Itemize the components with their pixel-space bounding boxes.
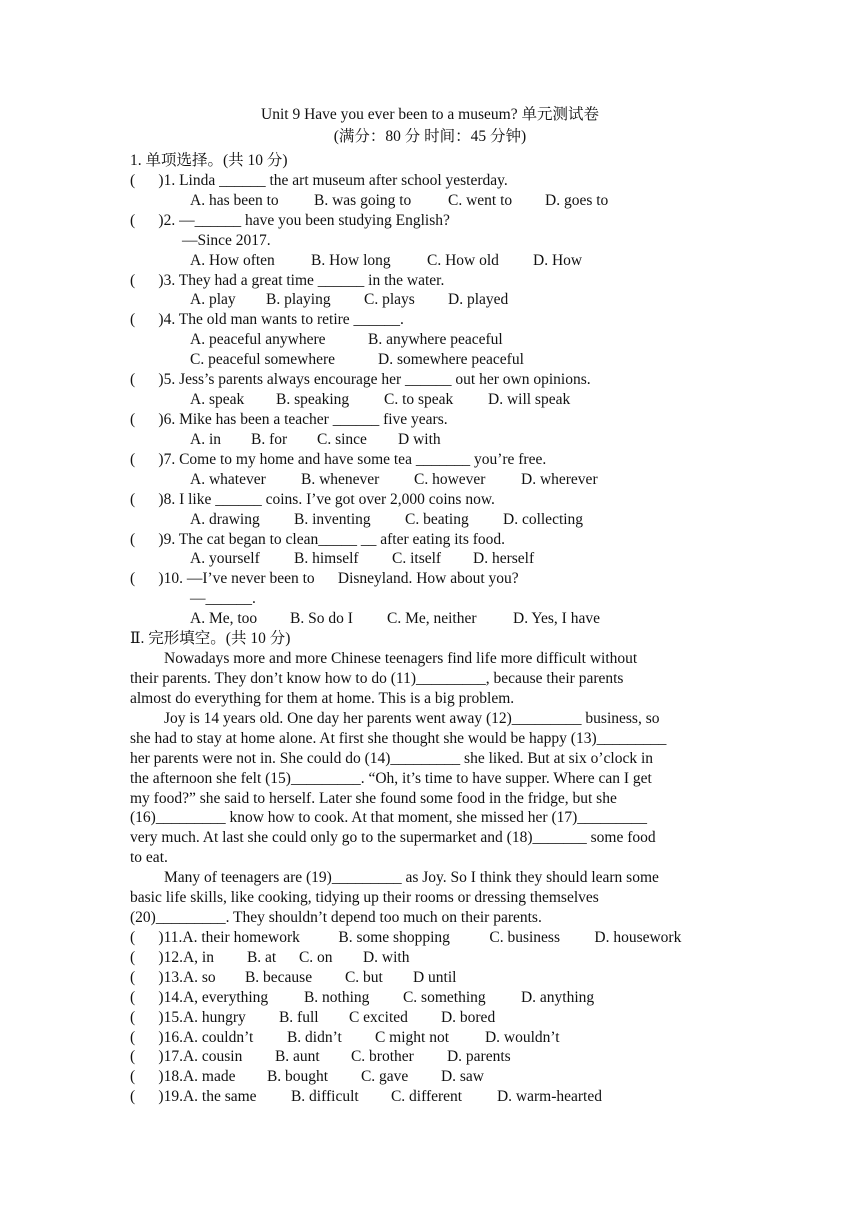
question-stem: ( )1. Linda ______ the art museum after school yesterday.	[130, 171, 508, 189]
option: B. was going to	[314, 191, 412, 209]
option: A, everything	[182, 988, 269, 1006]
question-options	[130, 549, 730, 569]
option: B. because	[244, 968, 313, 986]
option: A. Me, too	[190, 610, 258, 628]
question-stem: ( )7. Come to my home and have some tea _______ you’re free.	[130, 450, 547, 468]
option: C. business	[489, 928, 560, 946]
option: A. the same	[182, 1088, 257, 1106]
option: A. cousin	[182, 1048, 243, 1066]
question-options	[130, 510, 730, 530]
exam-content	[130, 151, 730, 1107]
question-options	[130, 470, 730, 490]
option: A. peaceful anywhere	[190, 331, 326, 349]
option: C. different	[390, 1088, 463, 1106]
question-stem: ( )4. The old man wants to retire ______.	[130, 311, 404, 329]
passage-line: Nowadays more and more Chinese teenagers find life more difficult without	[164, 650, 638, 668]
title-block	[0, 105, 860, 147]
option: D. wherever	[521, 470, 598, 488]
option: D. parents	[446, 1048, 511, 1066]
option: D. played	[448, 291, 509, 309]
question-options	[130, 430, 730, 450]
option: C. however	[414, 470, 486, 488]
option: A. so	[182, 968, 216, 986]
section2-heading: Ⅱ. 完形填空。(共 10 分)	[130, 630, 291, 648]
option: B. playing	[266, 291, 331, 309]
option: A, in	[182, 948, 214, 966]
cloze-question	[130, 1087, 730, 1107]
cloze-question	[130, 1067, 730, 1087]
option: C. peaceful somewhere	[190, 351, 336, 369]
option: C. to speak	[384, 391, 454, 409]
option: B. inventing	[294, 510, 371, 528]
option: C. brother	[350, 1048, 414, 1066]
passage-line: (20)_________. They shouldn’t depend too much on their parents.	[130, 909, 542, 927]
question-number: ( )16.	[130, 1028, 183, 1046]
option: D. somewhere peaceful	[378, 351, 524, 369]
option: D. saw	[440, 1068, 485, 1086]
option: C. since	[317, 430, 367, 448]
option: D. will speak	[488, 391, 571, 409]
question-number: ( )12.	[130, 948, 183, 966]
option: B. speaking	[276, 391, 350, 409]
option: D. collecting	[503, 510, 584, 528]
option: B. full	[278, 1008, 319, 1026]
question-stem: ( )6. Mike has been a teacher ______ five years.	[130, 410, 448, 428]
question-options	[130, 290, 730, 310]
option: C. went to	[448, 191, 513, 209]
question-options	[130, 330, 730, 350]
question-stem: ( )2. —______ have you been studying English?	[130, 211, 450, 229]
option: B. whenever	[301, 470, 380, 488]
option: C. How old	[427, 251, 499, 269]
option: D. How	[533, 251, 583, 269]
passage-line: (16)_________ know how to cook. At that moment, she missed her (17)_________	[130, 809, 648, 827]
option: B. So do I	[290, 610, 353, 628]
option: C. something	[402, 988, 486, 1006]
question-stem: ( )3. They had a great time ______ in the water.	[130, 271, 445, 289]
option: A. drawing	[190, 510, 260, 528]
option: D. Yes, I have	[513, 610, 600, 628]
option: C. on	[298, 948, 333, 966]
page-title: Unit 9 Have you ever been to a museum? 单元测试卷	[261, 106, 599, 123]
passage-line: Many of teenagers are (19)_________ as Joy. So I think they should learn some	[164, 869, 659, 887]
question-number: ( )13.	[130, 968, 183, 986]
option: B. himself	[294, 550, 359, 568]
option: A. has been to	[190, 191, 279, 209]
passage-line: very much. At last she could only go to the supermarket and (18)_______ some food	[130, 829, 656, 847]
passage-line: my food?” she said to herself. Later she found some food in the fridge, but she	[130, 789, 617, 807]
option: B. at	[246, 948, 277, 966]
question-number: ( )11.	[130, 928, 183, 946]
option: B. difficult	[290, 1088, 359, 1106]
option: C. itself	[392, 550, 442, 568]
option: D. herself	[473, 550, 535, 568]
cloze-question	[130, 948, 730, 968]
cloze-question	[130, 1028, 730, 1048]
option: A. speak	[190, 391, 245, 409]
cloze-question	[130, 1047, 730, 1067]
question-answer-line: —______.	[190, 590, 256, 608]
question-number: ( )14.	[130, 988, 183, 1006]
option: B. for	[251, 430, 288, 448]
question-stem: ( )5. Jess’s parents always encourage her ______ out her own opinions.	[130, 371, 591, 389]
passage-line: their parents. They don’t know how to do (11)_________, because their parents	[130, 669, 624, 687]
option: C might not	[374, 1028, 450, 1046]
option: A. couldn’t	[182, 1028, 254, 1046]
question-number: ( )15.	[130, 1008, 183, 1026]
option: A. How often	[190, 251, 275, 269]
cloze-question	[130, 1008, 730, 1028]
option: C. gave	[360, 1068, 409, 1086]
option: D until	[412, 968, 457, 986]
option: B. bought	[266, 1068, 329, 1086]
option: D. with	[362, 948, 410, 966]
option: C. plays	[364, 291, 415, 309]
question-options	[130, 350, 730, 370]
option: D with	[398, 430, 441, 448]
cloze-passage	[130, 649, 730, 928]
option: D. bored	[440, 1008, 496, 1026]
passage-line: her parents were not in. She could do (14)_________ she liked. But at six o’clock in	[130, 749, 654, 767]
option: B. didn’t	[286, 1028, 342, 1046]
option: B. some shopping	[338, 928, 450, 946]
question-options	[130, 390, 730, 410]
passage-line: she had to stay at home alone. At first she thought she would be happy (13)_________	[130, 729, 667, 747]
cloze-question	[130, 988, 730, 1008]
question-options	[130, 609, 730, 629]
option: D. anything	[520, 988, 595, 1006]
question-number: ( )17.	[130, 1048, 183, 1066]
question-stem: ( )10. —I’ve never been to Disneyland. How about you?	[130, 570, 519, 588]
option: A. their homework	[182, 928, 300, 946]
option: D. housework	[594, 928, 682, 946]
option: C. Me, neither	[387, 610, 477, 628]
question-number: ( )18.	[130, 1068, 183, 1086]
question-answer-line: —Since 2017.	[182, 231, 271, 249]
passage-line: Joy is 14 years old. One day her parents went away (12)_________ business, so	[164, 709, 660, 727]
page-subtitle: (满分：80 分 时间：45 分钟)	[333, 128, 527, 145]
option: C. but	[344, 968, 383, 986]
option: B. aunt	[274, 1048, 320, 1066]
option: A. hungry	[182, 1008, 246, 1026]
option: B. anywhere peaceful	[368, 331, 503, 349]
question-stem: ( )8. I like ______ coins. I’ve got over 2,000 coins now.	[130, 490, 495, 508]
option: D. warm-hearted	[496, 1088, 602, 1106]
option: C. beating	[405, 510, 469, 528]
option: D. goes to	[545, 191, 609, 209]
option: B. How long	[311, 251, 391, 269]
question-number: ( )19.	[130, 1088, 183, 1106]
question-options	[130, 191, 730, 211]
option: A. whatever	[190, 470, 266, 488]
option: A. yourself	[190, 550, 260, 568]
section1-heading: 1. 单项选择。(共 10 分)	[130, 152, 288, 169]
passage-line: basic life skills, like cooking, tidying up their rooms or dressing themselves	[130, 889, 599, 907]
option: C excited	[348, 1008, 408, 1026]
passage-line: almost do everything for them at home. This is a big problem.	[130, 689, 515, 707]
option: A. in	[190, 430, 221, 448]
option: B. nothing	[303, 988, 370, 1006]
passage-line: to eat.	[130, 849, 168, 867]
question-stem: ( )9. The cat began to clean_____ __ after eating its food.	[130, 530, 506, 548]
option: A. play	[190, 291, 236, 309]
question-options	[130, 251, 730, 271]
option: A. made	[182, 1068, 236, 1086]
passage-line: the afternoon she felt (15)_________. “Oh, it’s time to have supper. Where can I get	[130, 769, 652, 787]
cloze-question	[130, 928, 730, 948]
cloze-question	[130, 968, 730, 988]
option: D. wouldn’t	[484, 1028, 560, 1046]
